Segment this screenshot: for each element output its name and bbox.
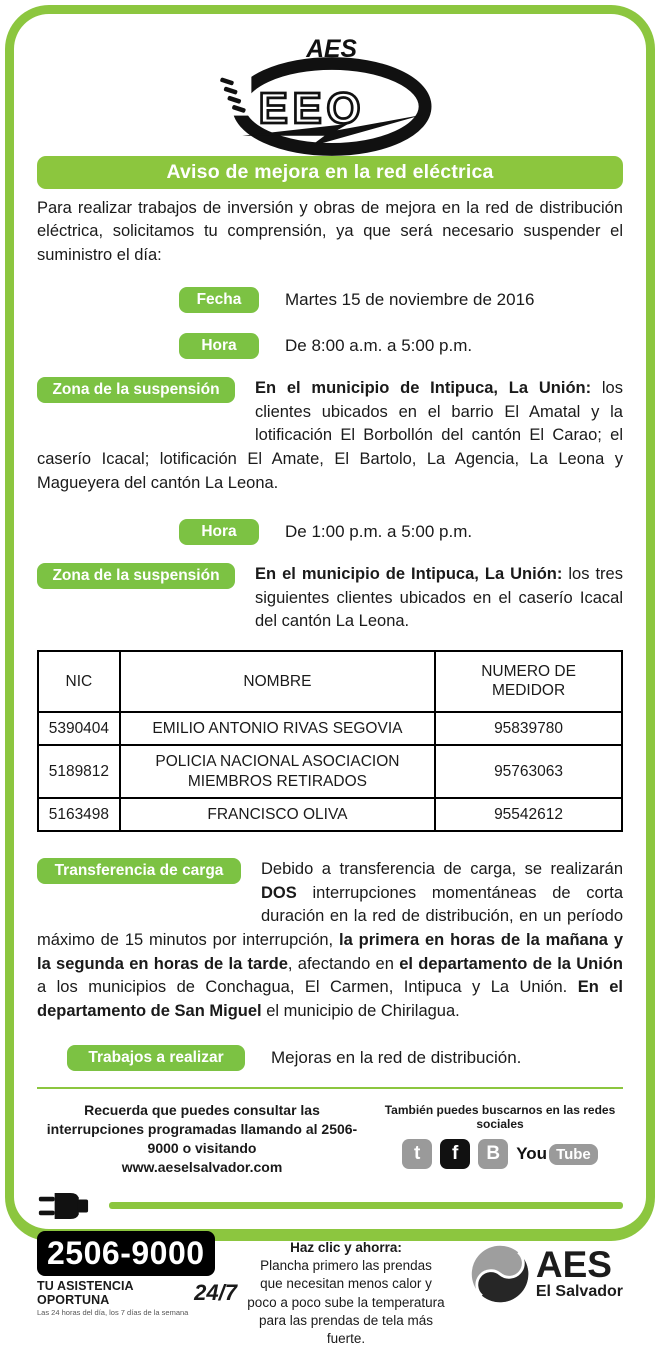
hotline-tagline: TU ASISTENCIA OPORTUNA [37, 1278, 134, 1307]
table-row [38, 712, 622, 745]
works-badge: Trabajos a realizar [67, 1045, 245, 1071]
social-column [377, 1101, 623, 1177]
tip-title: Haz clic y ahorra: [290, 1239, 402, 1255]
flyer-content [14, 14, 646, 1347]
facebook-icon[interactable]: f [440, 1139, 470, 1169]
works-row [67, 1045, 623, 1071]
date-badge: Fecha [179, 287, 259, 313]
social-icons-row [377, 1139, 623, 1169]
date-row [179, 287, 623, 313]
eeo-logo-brand-text: AES [306, 36, 357, 64]
blogger-icon[interactable]: B [478, 1139, 508, 1169]
energy-tip [247, 1231, 445, 1348]
footer-info [37, 1101, 623, 1177]
cell-nic: 5390404 [38, 712, 120, 745]
table-row [38, 745, 622, 798]
time-badge-afternoon: Hora [179, 519, 259, 545]
cell-nic: 5163498 [38, 798, 120, 831]
social-title: También puedes buscarnos en las redes sociales [384, 1103, 616, 1132]
hotline-subtext: Las 24 horas del día, los 7 días de la semana [37, 1307, 189, 1317]
reminder-url[interactable]: www.aeselsalvador.com [121, 1159, 283, 1176]
cell-medidor: 95763063 [435, 745, 622, 798]
aes-brand-name: AES [535, 1244, 612, 1286]
notice-title-banner: Aviso de mejora en la red eléctrica [37, 156, 623, 189]
cell-nombre: EMILIO ANTONIO RIVAS SEGOVIA [120, 712, 435, 745]
flyer-frame [5, 5, 655, 1347]
aes-brand-logo [455, 1231, 623, 1307]
cell-nombre: POLICIA NACIONAL ASOCIACION MIEMBROS RETIRADOS [120, 745, 435, 798]
youtube-you-text: You [516, 1144, 548, 1164]
reminder-text-block [37, 1101, 367, 1177]
badge-24-7: 24/7 [194, 1279, 237, 1305]
youtube-tube-text: Tube [549, 1144, 598, 1165]
power-plug-icon [37, 1187, 115, 1225]
tip-body: Plancha primero las prendas que necesitan menos calor y poco a poco sube la temperatura para las prendas de tela más fuerte. [247, 1258, 445, 1347]
cell-medidor: 95839780 [435, 712, 622, 745]
time-row-afternoon [179, 519, 623, 545]
date-value: Martes 15 de noviembre de 2016 [285, 290, 535, 310]
header-nombre: NOMBRE [120, 651, 435, 712]
load-transfer-section [37, 858, 623, 1023]
table-header-row [38, 651, 622, 712]
time-badge-morning: Hora [179, 333, 259, 359]
hotline-block [37, 1231, 237, 1317]
eeo-logo-division-text: EEO [258, 83, 366, 133]
suspension-zone-1-badge: Zona de la suspensión [37, 377, 235, 403]
works-value: Mejoras en la red de distribución. [271, 1048, 522, 1068]
eeo-logo-icon [205, 26, 455, 154]
reminder-text: Recuerda que puedes consultar las interrupciones programadas llamando al 2506-9000 o visitando [46, 1102, 358, 1157]
suspension-zone-2-text: En el municipio de Intipuca, La Unión: los tres siguientes clientes ubicados en el caserío Icacal del cantón La Leona. [255, 565, 623, 631]
eeo-logo [37, 26, 623, 154]
load-transfer-badge: Transferencia de carga [37, 858, 241, 884]
suspension-zone-2 [37, 563, 623, 634]
cell-nic: 5189812 [38, 745, 120, 798]
load-transfer-text: Debido a transferencia de carga, se realizarán DOS interrupciones momentáneas de corta duración en la red de distribución, en un período máximo de 15 minutos por interrupción, la primera en horas de la mañana y la segunda en horas de la tarde, afectando en el departamento de la Unión a los municipios de Conchagua, El Carmen, Intipuca y La Unión. En el departamento de San Miguel el municipio de Chirilagua. [37, 860, 623, 1020]
time-value-afternoon: De 1:00 p.m. a 5:00 p.m. [285, 522, 473, 542]
table-row [38, 798, 622, 831]
suspension-zone-2-badge: Zona de la suspensión [37, 563, 235, 589]
clients-table [37, 650, 623, 832]
intro-paragraph: Para realizar trabajos de inversión y obras de mejora en la red de distribución eléctrica, solicitamos tu comprensión, ya que será necesario suspender el suministro el día: [37, 199, 623, 264]
plug-cord-row [37, 1187, 623, 1225]
footer-divider [37, 1087, 623, 1089]
bottom-strip [37, 1231, 623, 1348]
aes-globe-icon [468, 1241, 534, 1307]
suspension-zone-1 [37, 377, 623, 495]
suspension-zone-1-text: En el municipio de Intipuca, La Unión: los clientes ubicados en el barrio El Amatal y la lotificación El Borbollón del cantón El Carao; el caserío Icacal; lotificación El Amate, El Bartolo, La Agencia, La Leona y Magueyera del cantón La Leona. [37, 379, 623, 492]
aes-brand-region: El Salvador [535, 1282, 623, 1300]
youtube-icon[interactable] [516, 1144, 598, 1165]
cell-medidor: 95542612 [435, 798, 622, 831]
time-value-morning: De 8:00 a.m. a 5:00 p.m. [285, 336, 473, 356]
hotline-phone: 2506-9000 [37, 1231, 215, 1276]
header-numero-medidor: NUMERO DE MEDIDOR [435, 651, 622, 712]
twitter-icon[interactable]: t [402, 1139, 432, 1169]
header-nic: NIC [38, 651, 120, 712]
cell-nombre: FRANCISCO OLIVA [120, 798, 435, 831]
power-cord-line [109, 1202, 623, 1209]
time-row-morning [179, 333, 623, 359]
